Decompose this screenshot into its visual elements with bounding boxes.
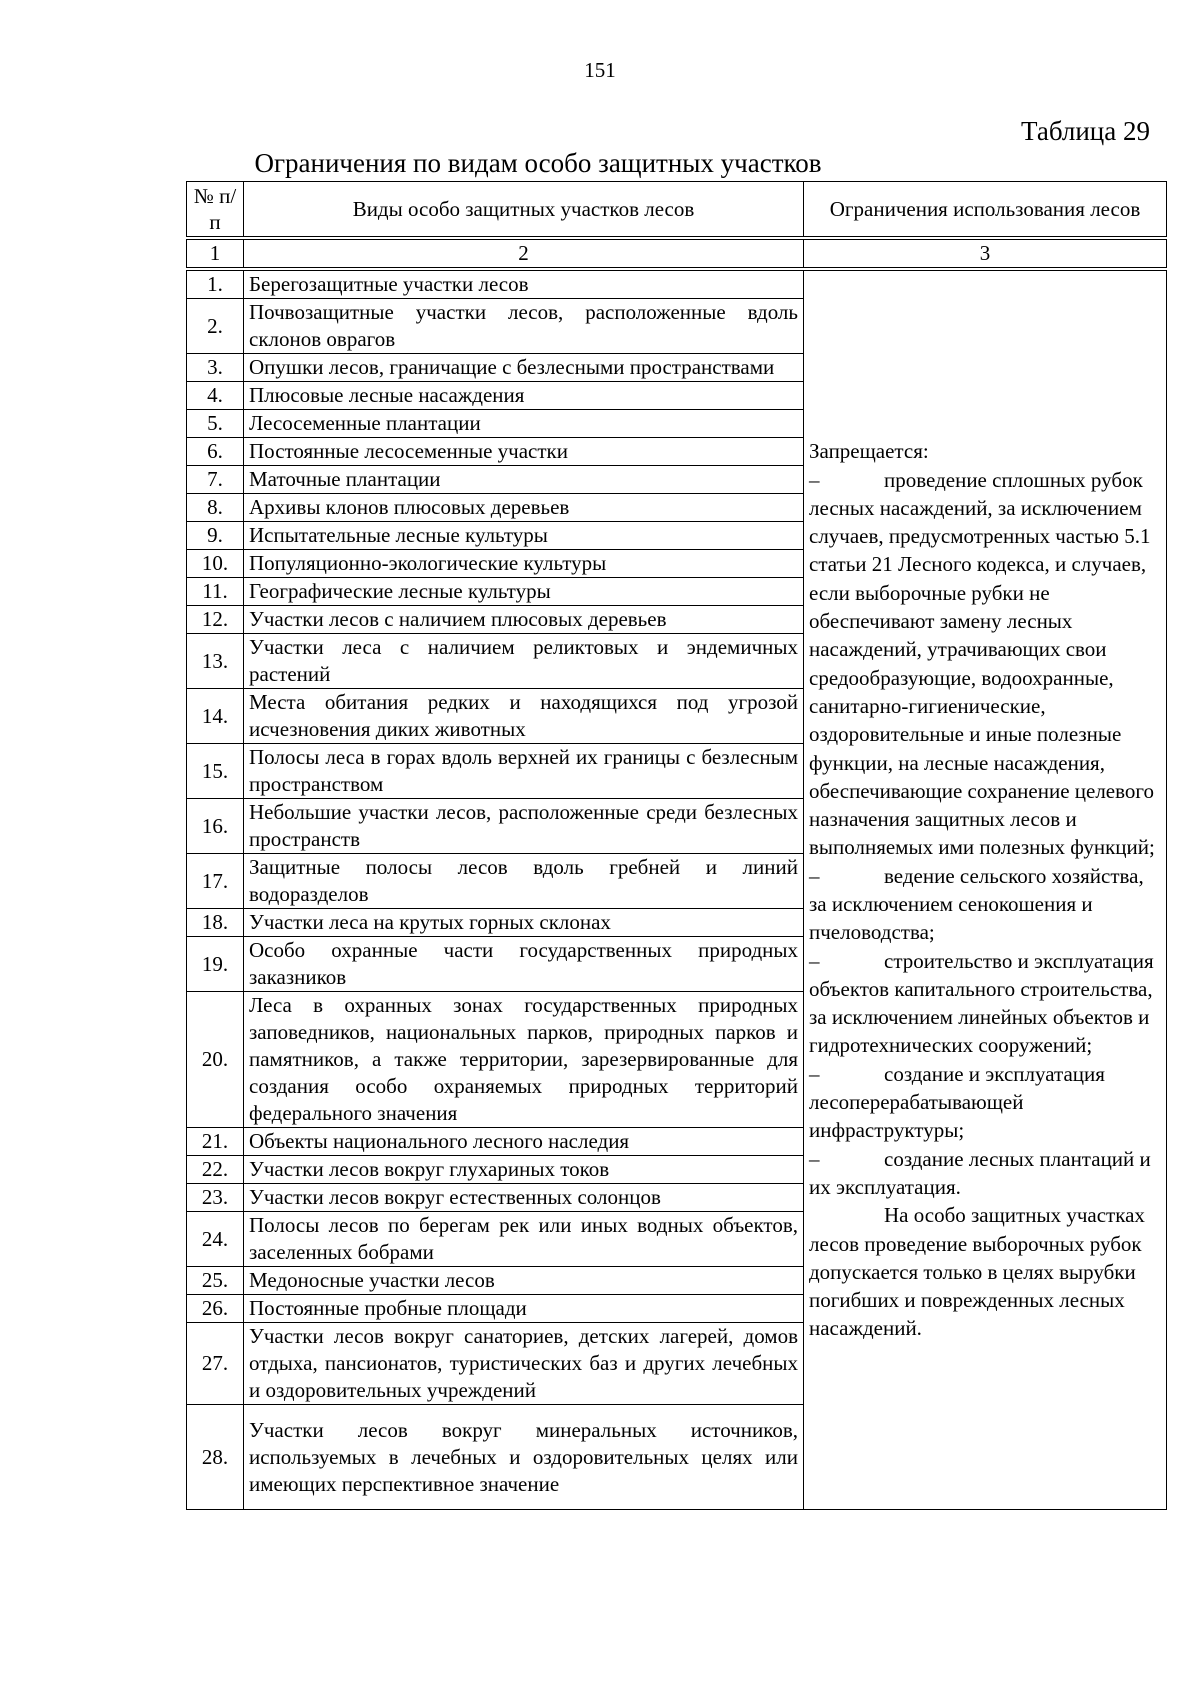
row-number: 6. xyxy=(187,438,244,466)
row-kind: Участки лесов вокруг глухариных токов xyxy=(244,1156,804,1184)
dash-marker: – xyxy=(809,1146,820,1171)
restriction-item xyxy=(809,1145,1161,1202)
row-number: 26. xyxy=(187,1295,244,1323)
row-kind: Медоносные участки лесов xyxy=(244,1267,804,1295)
row-kind: Популяционно-экологические культуры xyxy=(244,550,804,578)
row-kind: Постоянные лесосеменные участки xyxy=(244,438,804,466)
row-kind: Участки леса на крутых горных склонах xyxy=(244,909,804,937)
row-kind: Маточные плантации xyxy=(244,466,804,494)
row-kind: Почвозащитные участки лесов, расположенные вдоль склонов оврагов xyxy=(244,299,804,354)
row-kind: Географические лесные культуры xyxy=(244,578,804,606)
row-kind: Испытательные лесные культуры xyxy=(244,522,804,550)
dash-marker: – xyxy=(809,863,820,888)
row-kind: Особо охранные части государственных природных заказников xyxy=(244,937,804,992)
row-number: 18. xyxy=(187,909,244,937)
restriction-intro: Запрещается: xyxy=(809,439,929,464)
restriction-item-text: проведение сплошных рубок лесных насаждений, за исключением случаев, предусмотренных частью 5.1 статьи 21 Лесного кодекса, и случаев, если выборочные рубки не обеспечивают замену лесных насаждений, утрачивающих свои средообразующие, водоохранные, санитарно-гигиенические, оздоровительные и иные полезные функции, на лесные насаждения, обеспечивающие сохранение целевого назначения защитных лесов и выполняемых ими полезных функций; xyxy=(809,467,1155,860)
column-number-3: 3 xyxy=(804,240,1167,268)
dash-marker: – xyxy=(809,467,820,492)
row-kind: Постоянные пробные площади xyxy=(244,1295,804,1323)
row-kind: Лесосеменные плантации xyxy=(244,410,804,438)
row-kind: Участки лесов с наличием плюсовых деревьев xyxy=(244,606,804,634)
row-number: 5. xyxy=(187,410,244,438)
row-number: 20. xyxy=(187,992,244,1128)
row-kind: Берегозащитные участки лесов xyxy=(244,271,804,299)
row-number: 19. xyxy=(187,937,244,992)
row-kind: Плюсовые лесные насаждения xyxy=(244,382,804,410)
row-number: 10. xyxy=(187,550,244,578)
restrictions-table xyxy=(186,181,1167,1510)
restriction-item-text: создание лесных плантаций и их эксплуатация. xyxy=(809,1146,1151,1199)
row-kind: Объекты национального лесного наследия xyxy=(244,1128,804,1156)
row-number: 15. xyxy=(187,744,244,799)
restriction-cell xyxy=(804,271,1167,1510)
table-title: Ограничения по видам особо защитных участков xyxy=(254,148,822,178)
row-number: 13. xyxy=(187,634,244,689)
column-number-2: 2 xyxy=(244,240,804,268)
row-kind: Участки лесов вокруг санаториев, детских лагерей, домов отдыха, пансионатов, туристических баз и других лечебных и оздоровительных учреждений xyxy=(244,1323,804,1405)
row-kind: Защитные полосы лесов вдоль гребней и линий водоразделов xyxy=(244,854,804,909)
row-kind: Архивы клонов плюсовых деревьев xyxy=(244,494,804,522)
row-number: 8. xyxy=(187,494,244,522)
row-kind: Участки лесов вокруг минеральных источников, используемых в лечебных и оздоровительных целях или имеющих перспективное значение xyxy=(244,1405,804,1510)
table-label: Таблица 29 xyxy=(1021,116,1150,146)
row-kind: Полосы леса в горах вдоль верхней их границы с безлесным пространством xyxy=(244,744,804,799)
row-number: 17. xyxy=(187,854,244,909)
header-num: № п/п xyxy=(187,182,244,237)
row-number: 24. xyxy=(187,1212,244,1267)
row-number: 2. xyxy=(187,299,244,354)
row-number: 22. xyxy=(187,1156,244,1184)
restriction-item-text: ведение сельского хозяйства, за исключением сенокошения и пчеловодства; xyxy=(809,863,1144,945)
row-number: 12. xyxy=(187,606,244,634)
header-restriction: Ограничения использования лесов xyxy=(804,182,1167,237)
row-kind: Места обитания редких и находящихся под угрозой исчезновения диких животных xyxy=(244,689,804,744)
row-kind: Опушки лесов, граничащие с безлесными пространствами xyxy=(244,354,804,382)
row-number: 7. xyxy=(187,466,244,494)
row-number: 14. xyxy=(187,689,244,744)
restriction-item xyxy=(809,947,1161,1060)
restriction-item-text: создание и эксплуатация лесоперерабатывающей инфраструктуры; xyxy=(809,1061,1105,1143)
row-number: 25. xyxy=(187,1267,244,1295)
row-number: 28. xyxy=(187,1405,244,1510)
row-number: 11. xyxy=(187,578,244,606)
header-row xyxy=(187,182,1167,237)
dash-marker: – xyxy=(809,948,820,973)
restriction-item xyxy=(809,862,1161,947)
row-kind: Участки леса с наличием реликтовых и эндемичных растений xyxy=(244,634,804,689)
row-number: 21. xyxy=(187,1128,244,1156)
row-number: 4. xyxy=(187,382,244,410)
column-number-1: 1 xyxy=(187,240,244,268)
row-number: 27. xyxy=(187,1323,244,1405)
row-kind: Леса в охранных зонах государственных природных заповедников, национальных парков, природных парков и памятников, а также территории, зарезервированные для создания особо охраняемых природных территорий федерального значения xyxy=(244,992,804,1128)
table-row xyxy=(187,271,1167,299)
row-kind: Участки лесов вокруг естественных солонцов xyxy=(244,1184,804,1212)
row-kind: Полосы лесов по берегам рек или иных водных объектов, заселенных бобрами xyxy=(244,1212,804,1267)
row-number: 9. xyxy=(187,522,244,550)
restriction-item xyxy=(809,466,1161,862)
column-numbers-row xyxy=(187,240,1167,268)
row-number: 16. xyxy=(187,799,244,854)
restriction-closing: На особо защитных участках лесов проведение выборочных рубок допускается только в целях вырубки погибших и поврежденных лесных насаждений. xyxy=(809,1203,1145,1341)
row-number: 1. xyxy=(187,271,244,299)
page-number: 151 xyxy=(584,58,616,82)
restriction-item-text: строительство и эксплуатация объектов капитального строительства, за исключением линейных объектов и гидротехнических сооружений; xyxy=(809,948,1154,1058)
row-number: 3. xyxy=(187,354,244,382)
row-kind: Небольшие участки лесов, расположенные среди безлесных пространств xyxy=(244,799,804,854)
header-kind: Виды особо защитных участков лесов xyxy=(244,182,804,237)
row-number: 23. xyxy=(187,1184,244,1212)
restriction-item xyxy=(809,1060,1161,1145)
dash-marker: – xyxy=(809,1061,820,1086)
